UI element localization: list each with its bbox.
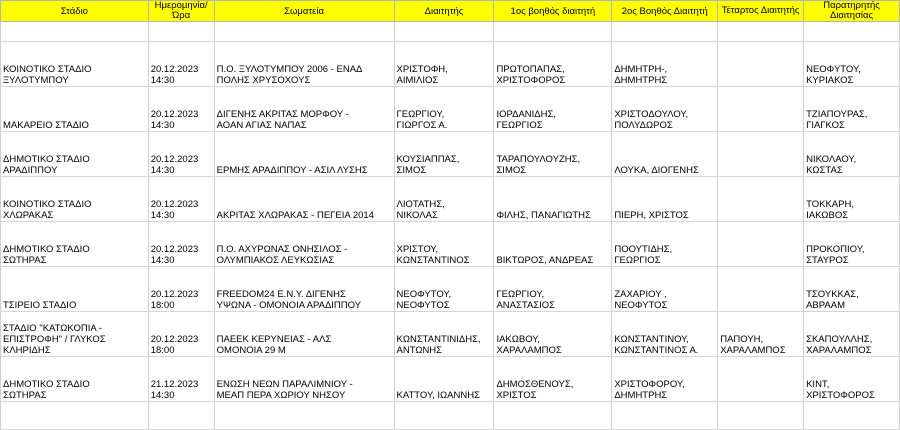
table-cell[interactable] (612, 402, 718, 430)
table-row (1, 312, 900, 357)
fourth-cell[interactable] (718, 357, 804, 402)
observer-cell[interactable]: ΝΙΚΟΛΑΟΥ, ΚΩΣΤΑΣ (804, 132, 900, 177)
fourth-cell[interactable] (718, 42, 804, 87)
referee-cell[interactable]: ΝΕΟΦΥΤΟΥ, ΝΕΟΦΥΤΟΣ (394, 267, 494, 312)
fourth-cell[interactable] (718, 87, 804, 132)
table-cell[interactable] (1, 22, 149, 42)
table-row (1, 132, 900, 177)
teams-cell[interactable]: ΕΡΜΗΣ ΑΡΑΔΙΠΠΟΥ - ΑΣΙΛ ΛΥΣΗΣ (214, 132, 394, 177)
table-cell[interactable] (214, 402, 394, 430)
assistant1-cell[interactable]: ΦΙΛΗΣ, ΠΑΝΑΓΙΩΤΗΣ (494, 177, 612, 222)
observer-cell[interactable]: ΤΣΟΥΚΚΑΣ, ΑΒΡΑΑΜ (804, 267, 900, 312)
table-cell[interactable] (148, 402, 214, 430)
datetime-cell[interactable]: 20.12.2023 18:00 (148, 312, 214, 357)
fourth-cell[interactable] (718, 132, 804, 177)
referee-cell[interactable]: ΧΡΙΣΤΟΦΗ, ΑΙΜΙΛΙΟΣ (394, 42, 494, 87)
assistant1-cell[interactable]: ΓΕΩΡΓΙΟΥ, ΑΝΑΣΤΑΣΙΟΣ (494, 267, 612, 312)
header-assistant2[interactable]: 2ος Βοηθός Διαιτητή (612, 1, 718, 22)
observer-cell[interactable]: ΠΡΟΚΟΠΙΟΥ, ΣΤΑΥΡΟΣ (804, 222, 900, 267)
table-cell[interactable] (148, 22, 214, 42)
table-cell[interactable] (804, 402, 900, 430)
datetime-cell[interactable]: 20.12.2023 14:30 (148, 177, 214, 222)
referee-cell[interactable]: ΧΡΙΣΤΟΥ, ΚΩΝΣΤΑΝΤΙΝΟΣ (394, 222, 494, 267)
table-cell[interactable] (718, 22, 804, 42)
header-stadium[interactable]: Στάδιο (1, 1, 149, 22)
observer-cell[interactable]: ΝΕΟΦΥΤΟΥ, ΚΥΡΙΑΚΟΣ (804, 42, 900, 87)
assistant2-cell[interactable]: ΖΑΧΑΡΙΟΥ , ΝΕΟΦΥΤΟΣ (612, 267, 718, 312)
datetime-cell[interactable]: 20.12.2023 18:00 (148, 267, 214, 312)
datetime-cell[interactable]: 20.12.2023 14:30 (148, 132, 214, 177)
stadium-cell[interactable]: ΔΗΜΟΤΙΚΟ ΣΤΑΔΙΟ ΣΩΤΗΡΑΣ (1, 222, 149, 267)
table-cell[interactable] (718, 402, 804, 430)
table-row (1, 222, 900, 267)
table-row (1, 177, 900, 222)
assistant2-cell[interactable]: ΛΟΥΚΑ, ΔΙΟΓΕΝΗΣ (612, 132, 718, 177)
fourth-cell[interactable]: ΠΑΠΟΥΗ, ΧΑΡΑΛΑΜΠΟΣ (718, 312, 804, 357)
referee-cell[interactable]: ΚΟΥΣΙΑΠΠΑΣ, ΣΙΜΟΣ (394, 132, 494, 177)
assistant2-cell[interactable]: ΚΩΝΣΤΑΝΤΙΝΟΥ, ΚΩΝΣΤΑΝΤΙΝΟΣ Α. (612, 312, 718, 357)
fourth-cell[interactable] (718, 267, 804, 312)
stadium-cell[interactable]: ΚΟΙΝΟΤΙΚΟ ΣΤΑΔΙΟ ΞΥΛΟΤΥΜΠΟΥ (1, 42, 149, 87)
header-observer[interactable]: Παρατηρητής Διαιτησίας (804, 1, 900, 22)
table-row (1, 267, 900, 312)
table-cell[interactable] (494, 402, 612, 430)
observer-cell[interactable]: ΤΖΙΑΠΟΥΡΑΣ, ΓΙΑΓΚΟΣ (804, 87, 900, 132)
assistant1-cell[interactable]: ΠΡΩΤΟΠΑΠΑΣ, ΧΡΙΣΤΟΦΟΡΟΣ (494, 42, 612, 87)
teams-cell[interactable]: Π.Ο. ΞΥΛΟΤΥΜΠΟΥ 2006 - ΕΝΑΔ ΠΟΛΗΣ ΧΡΥΣΟΧΟΥΣ (214, 42, 394, 87)
referee-cell[interactable]: ΚΩΝΣΤΑΝΤΙΝΙΔΗΣ, ΑΝΤΩΝΗΣ (394, 312, 494, 357)
fourth-cell[interactable] (718, 222, 804, 267)
teams-cell[interactable]: ΑΚΡΙΤΑΣ ΧΛΩΡΑΚΑΣ - ΠΕΓΕΙΑ 2014 (214, 177, 394, 222)
table-row (1, 357, 900, 402)
table-cell[interactable] (214, 22, 394, 42)
referee-cell[interactable]: ΚΑΤΤΟΥ, ΙΩΑΝΝΗΣ (394, 357, 494, 402)
header-assistant1[interactable]: 1ος βοηθός διαιτητή (494, 1, 612, 22)
header-teams[interactable]: Σωματεία (214, 1, 394, 22)
fourth-cell[interactable] (718, 177, 804, 222)
datetime-cell[interactable]: 20.12.2023 14:30 (148, 222, 214, 267)
teams-cell[interactable]: Π.Ο. ΑΧΥΡΩΝΑΣ ΟΝΗΣΙΛΟΣ - ΟΛΥΜΠΙΑΚΟΣ ΛΕΥΚΩΣΙΑΣ (214, 222, 394, 267)
header-fourth[interactable]: Τέταρτος Διαιτητής (718, 1, 804, 22)
stadium-cell[interactable]: ΜΑΚΑΡΕΙΟ ΣΤΑΔΙΟ (1, 87, 149, 132)
assistant2-cell[interactable]: ΔΗΜΗΤΡΗ-, ΔΗΜΗΤΡΗΣ (612, 42, 718, 87)
datetime-cell[interactable]: 21.12.2023 14:30 (148, 357, 214, 402)
header-datetime[interactable]: Ημερομηνία/ Ώρα (148, 1, 214, 22)
stadium-cell[interactable]: ΔΗΜΟΤΙΚΟ ΣΤΑΔΙΟ ΣΩΤΗΡΑΣ (1, 357, 149, 402)
datetime-cell[interactable]: 20.12.2023 14:30 (148, 87, 214, 132)
teams-cell[interactable]: ΠΑΕΕΚ ΚΕΡΥΝΕΙΑΣ - ΑΛΣ ΟΜΟΝΟΙΑ 29 Μ (214, 312, 394, 357)
stadium-cell[interactable]: ΣΤΑΔΙΟ "ΚΑΤΩΚΟΠΙΑ - ΕΠΙΣΤΡΟΦΗ" / ΓΛΥΚΟΣ ΚΛΗΡΙΔΗΣ (1, 312, 149, 357)
assistant2-cell[interactable]: ΠΙΕΡΗ, ΧΡΙΣΤΟΣ (612, 177, 718, 222)
table-row (1, 42, 900, 87)
observer-cell[interactable]: ΚΙΝΤ, ΧΡΙΣΤΟΦΟΡΟΣ (804, 357, 900, 402)
table-cell[interactable] (394, 22, 494, 42)
assistant1-cell[interactable]: ΤΑΡΑΠΟΥΛΟΥΖΗΣ, ΣΙΜΟΣ (494, 132, 612, 177)
assistant1-cell[interactable]: ΙΑΚΩΒΟΥ, ΧΑΡΑΛΑΜΠΟΣ (494, 312, 612, 357)
table-row (1, 87, 900, 132)
table-cell[interactable] (1, 402, 149, 430)
assistant2-cell[interactable]: ΧΡΙΣΤΟΦΟΡΟΥ, ΔΗΜΗΤΡΗΣ (612, 357, 718, 402)
observer-cell[interactable]: ΣΚΑΠΟΥΛΛΗΣ, ΧΑΡΑΛΑΜΠΟΣ (804, 312, 900, 357)
header-row (1, 1, 900, 22)
teams-cell[interactable]: ΕΝΩΣΗ ΝΕΩΝ ΠΑΡΑΛΙΜΝΙΟΥ - ΜΕΑΠ ΠΕΡΑ ΧΩΡΙΟΥ ΝΗΣΟΥ (214, 357, 394, 402)
assistant2-cell[interactable]: ΠΟΟΥΤΙΔΗΣ, ΓΕΩΡΓΙΟΣ (612, 222, 718, 267)
stadium-cell[interactable]: ΔΗΜΟΤΙΚΟ ΣΤΑΔΙΟ ΑΡΑΔΙΠΠΟΥ (1, 132, 149, 177)
table-cell[interactable] (804, 22, 900, 42)
empty-row (1, 402, 900, 430)
table-cell[interactable] (394, 402, 494, 430)
teams-cell[interactable]: FREEDOM24 Ε.Ν.Υ. ΔΙΓΕΝΗΣ ΥΨΩΝΑ - ΟΜΟΝΟΙΑ ΑΡΑΔΙΠΠΟΥ (214, 267, 394, 312)
spacer-row (1, 22, 900, 42)
referee-cell[interactable]: ΛΙΟΤΑΤΗΣ, ΝΙΚΟΛΑΣ (394, 177, 494, 222)
table-cell[interactable] (612, 22, 718, 42)
stadium-cell[interactable]: ΤΣΙΡΕΙΟ ΣΤΑΔΙΟ (1, 267, 149, 312)
assistant1-cell[interactable]: ΙΟΡΔΑΝΙΔΗΣ, ΓΕΩΡΓΙΟΣ (494, 87, 612, 132)
referee-cell[interactable]: ΓΕΩΡΓΙΟΥ, ΓΙΩΡΓΟΣ Α. (394, 87, 494, 132)
assistant2-cell[interactable]: ΧΡΙΣΤΟΔΟΥΛΟΥ, ΠΟΛΥΔΩΡΟΣ (612, 87, 718, 132)
table-cell[interactable] (494, 22, 612, 42)
assistant1-cell[interactable]: ΒΙΚΤΩΡΟΣ, ΑΝΔΡΕΑΣ (494, 222, 612, 267)
header-referee[interactable]: Διαιτητής (394, 1, 494, 22)
observer-cell[interactable]: ΤΟΚΚΑΡΗ, ΙΑΚΩΒΟΣ (804, 177, 900, 222)
teams-cell[interactable]: ΔΙΓΕΝΗΣ ΑΚΡΙΤΑΣ ΜΟΡΦΟΥ - ΑΟΑΝ ΑΓΙΑΣ ΝΑΠΑΣ (214, 87, 394, 132)
stadium-cell[interactable]: ΚΟΙΝΟΤΙΚΟ ΣΤΑΔΙΟ ΧΛΩΡΑΚΑΣ (1, 177, 149, 222)
assistant1-cell[interactable]: ΔΗΜΟΣΘΕΝΟΥΣ, ΧΡΙΣΤΟΣ (494, 357, 612, 402)
datetime-cell[interactable]: 20.12.2023 14:30 (148, 42, 214, 87)
